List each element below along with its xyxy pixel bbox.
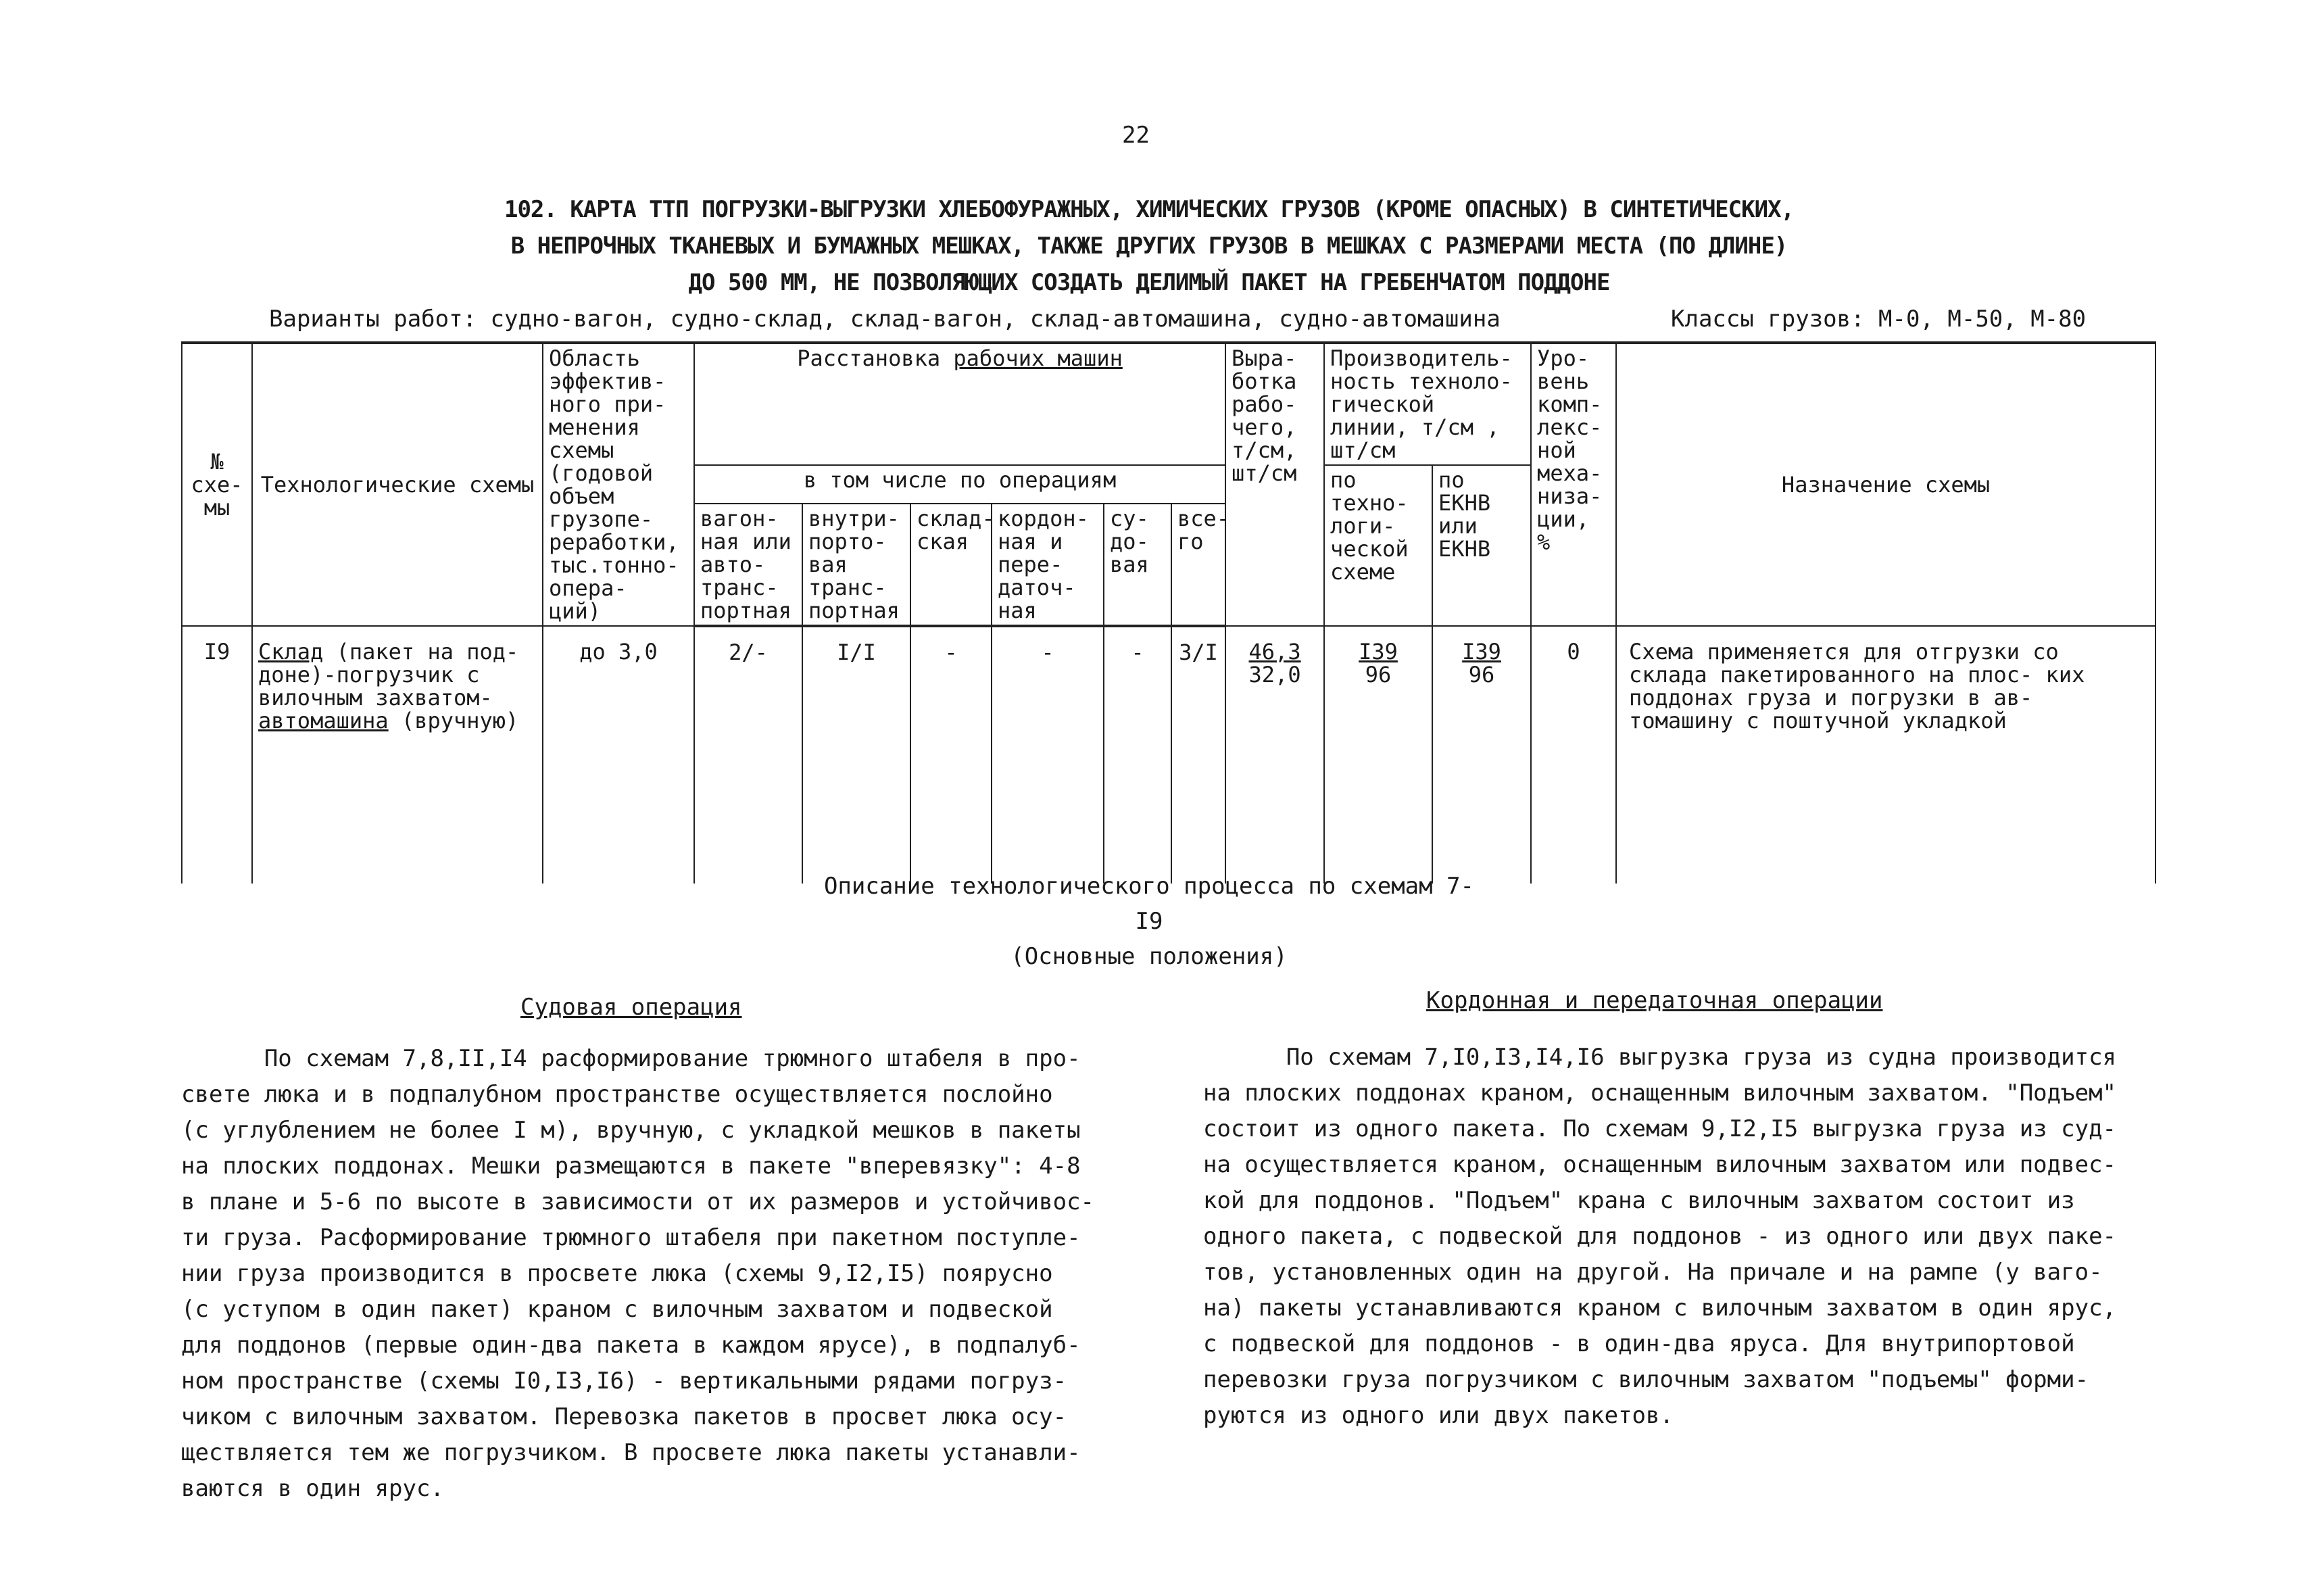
col-header-area: Область эффектив- ного при- менения схемы (годовой объем грузопе- реработки, тыс.тонно-опера- ций): [543, 343, 694, 626]
prod-ekhnv-pieces: 96: [1468, 662, 1495, 687]
col-header-op-ship: су- до- вая: [1104, 504, 1171, 626]
description-subtitle: (Основные положения): [1010, 943, 1288, 970]
scheme-start: Склад: [258, 639, 324, 664]
placement-label-machines: рабочих машин: [953, 345, 1123, 371]
ship-operation-text: По схемам 7,8,II,I4 расформирование трюмного штабеля в про- свете люка и в подпалубном пространстве осуществляется послойно (с углублением не более I м), вручную, с укладкой мешков в пакеты на плоских поддонах. Мешки размещаются в пакете "вперевязку": 4-8 в плане и 5-6 по высоте в зависимости от их размеров и устойчивос- ти груза. Расформирование трюмного штабеля при пакетном поступле- нии груза производится в просвете люка (схемы 9,I2,I5) поярусно (с уступом в один пакет) краном с вилочным захватом и подвеской для поддонов (первые один-два пакета в каждом ярусе), в подпалуб- ном пространстве (схемы I0,I3,I6) - вертикальными рядами погруз- чиком с вилочным захватом. Перевозка пакетов в просвет люка осу- ществляется тем же погрузчиком. В просвете люка пакеты устанавли- ваются в один ярус.: [181, 1045, 1095, 1502]
prod-ekhnv-tons: I39: [1462, 639, 1501, 664]
cordon-operation-heading: Кордонная и передаточная операции: [1426, 987, 1883, 1014]
cell-area: до 3,0: [543, 626, 694, 884]
scheme-mode: (вручную): [388, 708, 519, 733]
col-header-op-wagon: вагон- ная или авто- транс- портная: [694, 504, 802, 626]
cell-mechanization: 0: [1531, 626, 1616, 884]
page-title: [135, 191, 2163, 301]
col-header-op-inport: внутри- порто- вая транс- портная: [802, 504, 910, 626]
cell-prod-scheme: [1324, 626, 1432, 884]
col-header-op-cordon: кордон- ная и пере- даточ- ная: [992, 504, 1104, 626]
col-header-productivity: Производитель- ность техноло- гической линии, т/см , шт/см: [1324, 343, 1531, 465]
cell-op-total: 3/I: [1171, 626, 1225, 884]
col-header-schemes: Технологические схемы: [252, 343, 543, 626]
col-header-purpose: Назначение схемы: [1616, 343, 2155, 626]
cell-prod-ekhnv: [1432, 626, 1531, 884]
work-variants: Варианты работ: судно-вагон, судно-склад, склад-вагон, склад-автомашина, судно-автомашина: [269, 306, 1501, 333]
description-title: [811, 869, 1487, 974]
col-header-prod-by-scheme: по техно- логи- ческой схеме: [1324, 465, 1432, 626]
col-header-by-operations: в том числе по операциям: [694, 465, 1225, 504]
col-header-prod-by-ekhnv: по ЕКНВ или ЕКНВ: [1432, 465, 1531, 626]
output-tons: 46,3: [1248, 639, 1301, 664]
placement-label: Расстановка: [797, 345, 941, 371]
col-header-output: Выра- ботка рабо- чего, т/см, шт/см: [1225, 343, 1324, 626]
tech-card-table: [181, 341, 2156, 884]
title-line-1: 102. КАРТА ТТП ПОГРУЗКИ-ВЫГРУЗКИ ХЛЕБОФУРАЖНЫХ, ХИМИЧЕСКИХ ГРУЗОВ (КРОМЕ ОПАСНЫХ) В СИНТЕТИЧЕСКИХ,: [504, 196, 1795, 223]
cell-op-inport: I/I: [802, 626, 910, 884]
cargo-classes: Классы грузов: М-0, М-50, М-80: [1671, 306, 2087, 333]
description-heading: Описание технологического процесса по схемам 7-I9: [823, 873, 1475, 935]
cell-output: [1225, 626, 1324, 884]
ship-operation-heading: Судовая операция: [520, 994, 742, 1021]
prod-scheme-tons: I39: [1359, 639, 1398, 664]
cell-op-cordon: -: [992, 626, 1104, 884]
cell-purpose: Схема применяется для отгрузки со склада пакетированного на плос- ких поддонах груза и погрузки в ав- томашину с поштучной укладкой: [1616, 626, 2155, 884]
cordon-operation-text: По схемам 7,I0,I3,I4,I6 выгрузка груза из судна производится на плоских поддонах краном, оснащенным вилочным захватом. "Подъем" состоит из одного пакета. По схемам 9,I2,I5 выгрузка груза из суд- на осуществляется краном, оснащенным вилочным захватом или подвес- кой для поддонов. "Подъем" крана с вилочным захватом состоит из одного пакета, с подвеской для поддонов - из одного или двух паке- тов, установленных один на другой. На причале и на рампе (у ваго- на) пакеты устанавливаются краном с вилочным захватом в один ярус, с подвеской для поддонов - в один-два яруса. Для внутрипортовой перевозки груза погрузчиком с вилочным захватом "подъемы" форми- руются из одного или двух пакетов.: [1203, 1044, 2117, 1429]
col-header-num: № схе- мы: [182, 343, 252, 626]
col-header-op-warehouse: склад- ская: [910, 504, 992, 626]
cell-scheme: [252, 626, 543, 884]
page-number: 22: [1122, 122, 1150, 149]
output-pieces: 32,0: [1248, 662, 1301, 687]
scheme-middle: (пакет на под- доне)-погрузчик с вилочным захватом-: [258, 639, 519, 710]
col-header-placement: [694, 343, 1225, 465]
col-header-op-total: все- го: [1171, 504, 1225, 626]
title-line-2: В НЕПРОЧНЫХ ТКАНЕВЫХ И БУМАЖНЫХ МЕШКАХ, ТАКЖЕ ДРУГИХ ГРУЗОВ В МЕШКАХ С РАЗМЕРАМИ МЕСТА (ПО ДЛИНЕ): [510, 233, 1788, 260]
col-header-mechanization: Уро- вень комп- лекс- ной меха- низа- ции, %: [1531, 343, 1616, 626]
cell-op-warehouse: -: [910, 626, 992, 884]
cell-op-wagon: 2/-: [694, 626, 802, 884]
title-line-3: ДО 500 ММ, НЕ ПОЗВОЛЯЮЩИХ СОЗДАТЬ ДЕЛИМЫЙ ПАКЕТ НА ГРЕБЕНЧАТОМ ПОДДОНЕ: [688, 269, 1610, 296]
scheme-end: автомашина: [258, 708, 389, 733]
prod-scheme-pieces: 96: [1365, 662, 1392, 687]
table-row: [182, 626, 2155, 884]
cell-num: I9: [182, 626, 252, 884]
cell-op-ship: -: [1104, 626, 1171, 884]
